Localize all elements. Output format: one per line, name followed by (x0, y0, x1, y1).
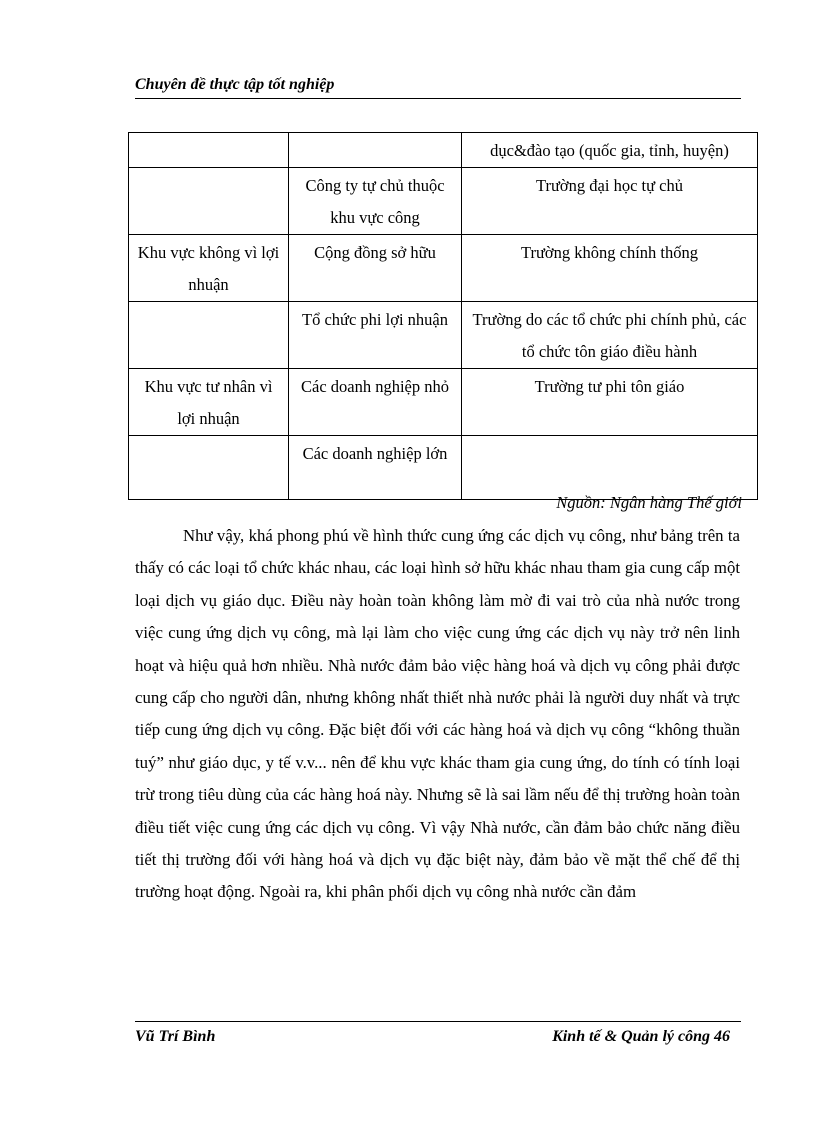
table-cell: Khu vực tư nhân vì lợi nhuận (129, 369, 289, 436)
table-row (129, 235, 758, 302)
table-cell: Các doanh nghiệp lớn (289, 436, 462, 500)
table-cell (129, 302, 289, 369)
table-cell (129, 436, 289, 500)
footer-department: Kinh tế & Quản lý công 46 (552, 1028, 730, 1045)
footer-author: Vũ Trí Bình (135, 1028, 216, 1045)
footer-divider (135, 1021, 741, 1022)
header-divider (135, 98, 741, 99)
table-cell (289, 133, 462, 168)
service-provider-table (128, 132, 758, 500)
table-cell (129, 168, 289, 235)
table-cell (462, 436, 758, 500)
table-cell: Trường không chính thống (462, 235, 758, 302)
table-row (129, 168, 758, 235)
table-row (129, 369, 758, 436)
table-row (129, 133, 758, 168)
table-cell: dục&đào tạo (quốc gia, tỉnh, huyện) (462, 133, 758, 168)
table-cell: Khu vực không vì lợi nhuận (129, 235, 289, 302)
table-source-note: Nguồn: Ngân hàng Thế giới (556, 493, 742, 512)
table-cell: Trường đại học tự chủ (462, 168, 758, 235)
paragraph-text: Như vậy, khá phong phú về hình thức cung ứng các dịch vụ công, như bảng trên ta thấy có các loại tổ chức khác nhau, các loại hình sở hữu khác nhau tham gia cung cấp một loại dịch vụ giáo dục. Điều này hoàn toàn không làm mờ đi vai trò của nhà nước trong việc cung ứng dịch vụ công, mà lại làm cho việc cung ứng các dịch vụ này trở nên linh hoạt và hiệu quả hơn nhiều. Nhà nước đảm bảo việc hàng hoá và dịch vụ công phải được cung cấp cho người dân, nhưng không nhất thiết nhà nước phải là người duy nhất và trực tiếp cung ứng dịch vụ công. Đặc biệt đối với các hàng hoá và dịch vụ công “không thuần tuý” như giáo dục, y tế v.v... nên để khu vực khác tham gia cung ứng, do tính có tính loại trừ trong tiêu dùng của các hàng hoá này. Nhưng sẽ là sai lầm nếu để thị trường hoàn toàn điều tiết việc cung ứng các dịch vụ công. Vì vậy Nhà nước, cần đảm bảo chức năng điều tiết thị trường đối với hàng hoá và dịch vụ đặc biệt này, đảm bảo về mặt thể chế để thị trường hoạt động. Ngoài ra, khi phân phối dịch vụ công nhà nước cần đảm (135, 526, 740, 902)
table-cell: Công ty tự chủ thuộc khu vực công (289, 168, 462, 235)
table-cell: Trường tư phi tôn giáo (462, 369, 758, 436)
page-header-title: Chuyên đề thực tập tốt nghiệp (135, 76, 335, 93)
table-cell: Tổ chức phi lợi nhuận (289, 302, 462, 369)
table-cell: Trường do các tổ chức phi chính phủ, các tổ chức tôn giáo điều hành (462, 302, 758, 369)
body-paragraph (135, 520, 740, 909)
table-cell: Các doanh nghiệp nhỏ (289, 369, 462, 436)
table-row (129, 302, 758, 369)
table-row (129, 436, 758, 500)
table-cell (129, 133, 289, 168)
table-cell: Cộng đồng sở hữu (289, 235, 462, 302)
